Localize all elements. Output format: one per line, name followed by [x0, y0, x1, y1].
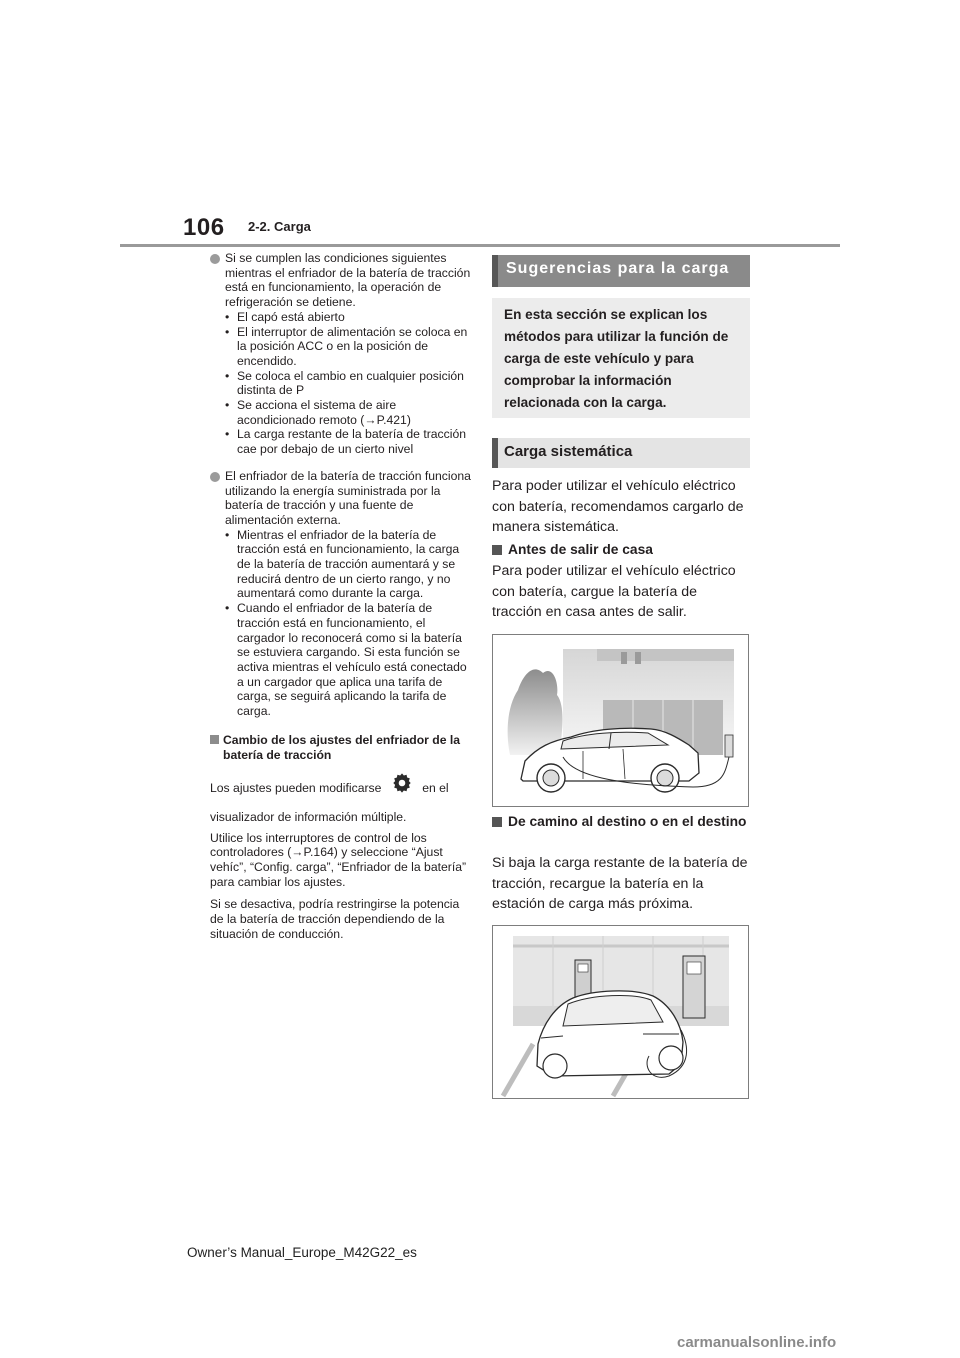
- list-item-text: Se acciona el sistema de aire acondicionado remoto (: [237, 398, 397, 427]
- home-text: Para poder utilizar el vehículo eléctrico con batería, cargue la batería de tracción en casa antes de salir.: [492, 563, 736, 621]
- arrow-glyph: →: [364, 412, 377, 427]
- charging-station-illustration: [492, 925, 749, 1099]
- settings-text-cont: visualizador de información múltiple.: [210, 809, 407, 824]
- cooler-item-1-intro: Si se cumplen las condiciones siguientes mientras el enfriador de la batería de tracción está en funcionamiento, la operación de refrigeración se detiene.: [225, 251, 471, 310]
- destination-heading: [492, 812, 750, 833]
- switches-text: [210, 831, 472, 890]
- cooler-item-2-intro: El enfriador de la batería de tracción funciona utilizando la energía suministrada por la batería de tracción y una fuente de alimentación externa.: [225, 468, 471, 527]
- tips-banner: [492, 255, 750, 287]
- home-heading: [492, 540, 750, 561]
- cooler-item-1-conditions: [225, 310, 472, 457]
- circle-bullet-icon: [210, 254, 220, 264]
- switches-text-a: Utilice los interruptores de control de los controladores (: [210, 830, 427, 860]
- page-reference-link[interactable]: P.421: [376, 412, 407, 427]
- settings-text-b: en el: [422, 781, 449, 796]
- circle-bullet-icon: [210, 472, 220, 482]
- destination-text: Si baja la carga restante de la batería de tracción, recargue la batería en la estación de carga más próxima.: [492, 855, 748, 913]
- switches-text-b: ) y seleccione “Ajust vehíc”, “Config. carga”, “Enfriador de la batería” para cambiar los ajustes.: [210, 845, 467, 889]
- page-reference-link[interactable]: P.164: [303, 845, 334, 860]
- paren-close: ): [406, 412, 411, 427]
- settings-heading-text: Cambio de los ajustes del enfriador de la batería de tracción: [223, 732, 461, 762]
- list-item: • Se coloca el cambio en cualquier posición distinta de P: [225, 369, 472, 398]
- settings-heading: [210, 733, 472, 762]
- list-item: [225, 398, 472, 427]
- manual-id: Owner’s Manual_Europe_M42G22_es: [187, 1245, 417, 1260]
- systematic-text: Para poder utilizar el vehículo eléctrico con batería, recomendamos cargarlo de manera sistemática.: [492, 478, 744, 536]
- deactivate-text: Si se desactiva, podría restringirse la potencia de la batería de tracción dependiendo de la situación de conducción.: [210, 897, 460, 941]
- home-charging-illustration: [492, 634, 749, 807]
- settings-text: [210, 776, 472, 802]
- list-item: • Cuando el enfriador de la batería de tracción está en funcionamiento, el cargador lo reconocerá como si la batería se estuviera cargando. Si esta función se activa mientras el vehículo está conectado a un cargador que aplica una tarifa de carga, se seguirá aplicando la tarifa de carga.: [225, 601, 472, 719]
- list-item: • El interruptor de alimentación se coloca en la posición ACC o en la posición de encendido.: [225, 325, 472, 369]
- list-item: • Mientras el enfriador de la batería de tracción está en funcionamiento, la carga de la batería de tracción aumentará y se reducirá dentro de un cierto rango, y no aumentará como durante la carga.: [225, 528, 472, 602]
- left-column: [210, 251, 472, 950]
- square-bullet-icon: [492, 545, 502, 555]
- square-bullet-icon: [492, 817, 502, 827]
- cooler-item-2-notes: [225, 528, 472, 719]
- page-number: 106: [183, 214, 225, 241]
- systematic-banner: [492, 438, 750, 468]
- settings-gear-icon: [391, 772, 413, 798]
- watermark: carmanualsonline.info: [677, 1334, 837, 1351]
- cooler-item-1: [210, 251, 472, 310]
- list-item: • La carga restante de la batería de tracción cae por debajo de un cierto nivel: [225, 427, 472, 456]
- home-heading-text: Antes de salir de casa: [508, 542, 653, 557]
- settings-text-a: Los ajustes pueden modificarse: [210, 781, 382, 796]
- section-title: 2-2. Carga: [248, 219, 311, 234]
- tips-banner-title: Sugerencias para la carga: [506, 260, 730, 277]
- square-bullet-icon: [210, 735, 219, 744]
- footer: [0, 1245, 960, 1260]
- arrow-glyph: →: [291, 845, 304, 860]
- intro-box: En esta sección se explican los métodos para utilizar la función de carga de este vehículo y para comprobar la información relacionada con la carga.: [492, 298, 750, 418]
- cooler-item-2: [210, 469, 472, 528]
- systematic-banner-title: Carga sistemática: [504, 443, 633, 460]
- destination-heading-text: De camino al destino o en el destino: [508, 814, 747, 829]
- header-rule: [120, 244, 840, 247]
- list-item: • El capó está abierto: [225, 310, 472, 325]
